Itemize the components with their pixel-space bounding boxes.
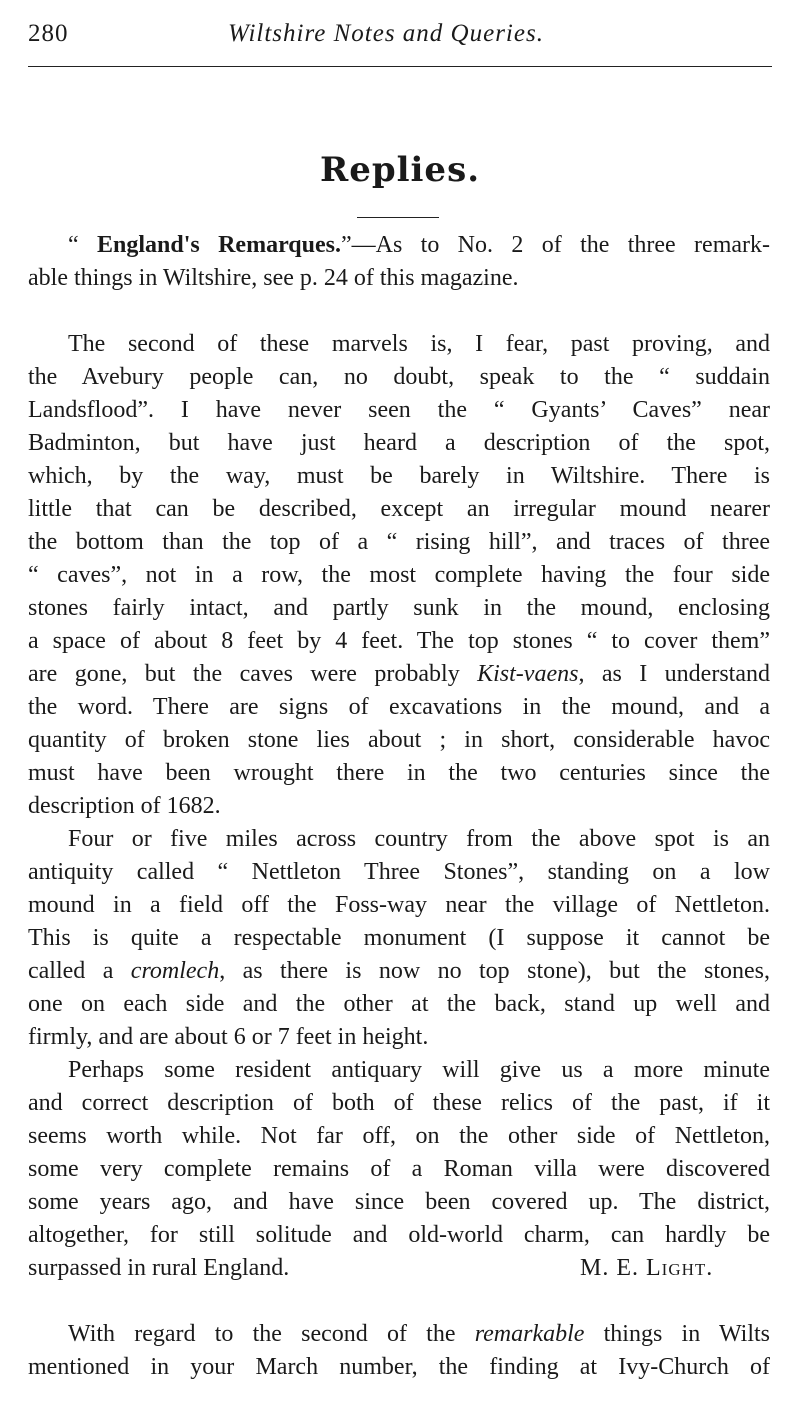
text-line — [28, 1220, 770, 1250]
section-title: Replies. — [319, 150, 481, 190]
text-run: and correct description of both of these relics of the past, if it — [28, 1090, 770, 1116]
text-run: This is quite a respectable monument (I suppose it cannot be — [28, 925, 770, 951]
text-run: ”—As to No. 2 of the three remark- — [340, 232, 771, 258]
text-run: stones fairly intact, and partly sunk in the mound, enclosing — [28, 595, 770, 621]
text-line — [28, 560, 770, 590]
header-rule — [28, 66, 772, 67]
text-line — [68, 329, 770, 359]
text-run: some years ago, and have since been covered up. The district, — [28, 1189, 770, 1215]
text-run: able things in Wiltshire, see p. 24 of this magazine. — [28, 265, 519, 291]
text-line — [28, 593, 770, 623]
text-run: antiquity called “ Nettleton Three Stones”, standing on a low — [28, 859, 770, 885]
text-run: mentioned in your March number, the finding at Ivy-Church of — [28, 1354, 770, 1380]
italic-text: remarkable — [474, 1321, 585, 1347]
text-run: are gone, but the caves were probably — [28, 661, 478, 687]
text-run: mound in a field off the Foss-way near the village of Nettleton. — [28, 892, 770, 918]
text-line — [28, 1187, 770, 1217]
text-run: Perhaps some resident antiquary will give us a more minute — [68, 1057, 770, 1083]
text-line — [68, 230, 770, 260]
text-run: a space of about 8 feet by 4 feet. The top stones “ to cover them” — [28, 628, 770, 654]
text-line — [28, 1352, 770, 1382]
text-run: called a — [28, 958, 131, 984]
text-run: some very complete remains of a Roman villa were discovered — [28, 1156, 770, 1182]
text-line — [28, 890, 770, 920]
running-title: Wiltshire Notes and Queries. — [228, 20, 544, 47]
italic-text: cromlech — [130, 958, 220, 984]
text-line — [28, 1121, 770, 1151]
page-number: 280 — [28, 20, 69, 47]
text-line — [28, 1022, 770, 1052]
text-run: one on each side and the other at the back, stand up well and — [28, 991, 770, 1017]
text-line — [28, 1088, 770, 1118]
text-run: quantity of broken stone lies about ; in short, considerable havoc — [28, 727, 770, 753]
text-line — [28, 461, 770, 491]
text-run: Badminton, but have just heard a description of the spot, — [28, 430, 770, 456]
text-run: the Avebury people can, no doubt, speak to the “ suddain — [28, 364, 770, 390]
text-run: surpassed in rural England. — [28, 1255, 290, 1281]
text-line — [28, 923, 770, 953]
running-header — [28, 20, 772, 56]
section-divider — [357, 217, 439, 218]
text-line — [28, 692, 770, 722]
text-run: “ caves”, not in a row, the most complete having the four side — [28, 562, 770, 588]
text-run: altogether, for still solitude and old-world charm, can hardly be — [28, 1222, 770, 1248]
text-run: description of 1682. — [28, 793, 221, 819]
text-line — [28, 989, 770, 1019]
text-line — [28, 1154, 770, 1184]
text-run: which, by the way, must be barely in Wiltshire. There is — [28, 463, 770, 489]
text-line — [28, 428, 770, 458]
text-line — [68, 824, 770, 854]
text-line — [28, 659, 770, 689]
text-run: “ — [68, 232, 98, 258]
text-line — [28, 494, 770, 524]
text-line — [28, 362, 770, 392]
author-signature: M. E. Light. — [580, 1255, 714, 1281]
text-run: seems worth while. Not far off, on the other side of Nettleton, — [28, 1123, 770, 1149]
text-line — [28, 857, 770, 887]
text-run: , as there is now no top stone), but the stones, — [219, 958, 771, 984]
text-run: things in Wilts — [584, 1321, 770, 1347]
text-line — [28, 956, 770, 986]
text-run: Landsflood”. I have never seen the “ Gyants’ Caves” near — [28, 397, 770, 423]
text-line — [68, 1055, 770, 1085]
text-line — [28, 725, 770, 755]
text-run: must have been wrought there in the two centuries since the — [28, 760, 770, 786]
text-run: With regard to the second of the — [68, 1321, 475, 1347]
text-run: , as I understand — [578, 661, 770, 687]
bold-heading-text: England's Remarques. — [97, 232, 341, 258]
text-run: Four or five miles across country from the above spot is an — [68, 826, 770, 852]
text-line — [28, 626, 770, 656]
text-run: little that can be described, except an irregular mound nearer — [28, 496, 770, 522]
text-line — [28, 395, 770, 425]
text-run: firmly, and are about 6 or 7 feet in height. — [28, 1024, 429, 1050]
text-line — [28, 263, 770, 293]
text-run: The second of these marvels is, I fear, past proving, and — [68, 331, 770, 357]
text-run: the word. There are signs of excavations in the mound, and a — [28, 694, 770, 720]
text-line — [28, 527, 770, 557]
text-line — [28, 791, 770, 821]
italic-text: Kist-vaens — [477, 661, 579, 687]
text-run: the bottom than the top of a “ rising hill”, and traces of three — [28, 529, 770, 555]
text-line — [68, 1319, 770, 1349]
text-line — [28, 758, 770, 788]
